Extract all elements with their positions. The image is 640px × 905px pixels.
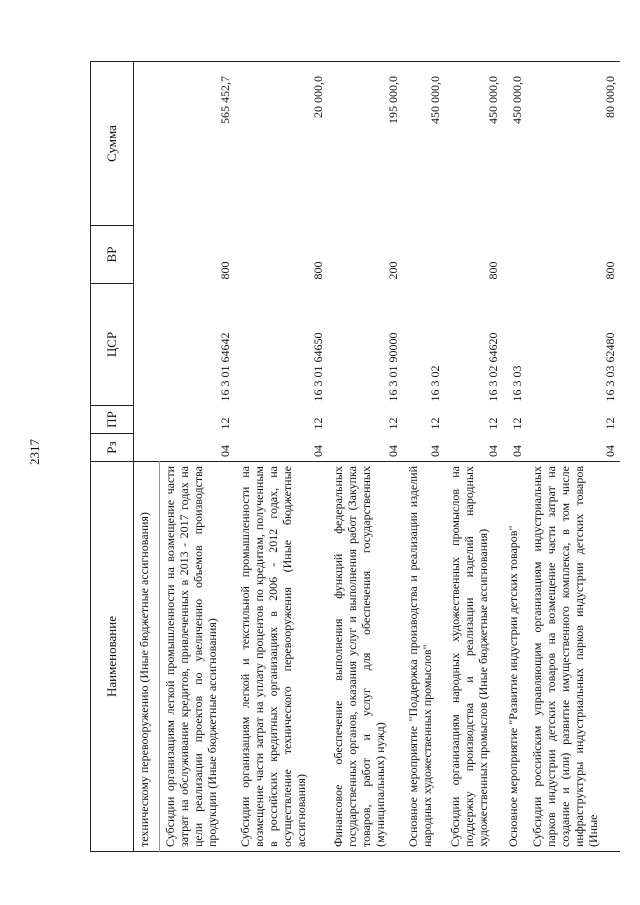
table-row: [527, 62, 620, 852]
budget-table: [90, 61, 620, 852]
row-vr: 200: [386, 261, 401, 280]
row-pr: 12: [386, 417, 401, 430]
row-csr: 16 3 03 62480: [603, 332, 617, 402]
table-row: [328, 62, 404, 852]
header-name: Наименование: [91, 462, 134, 852]
row-rz: 04: [218, 445, 233, 457]
row-name: Субсидии организациям легкой и текстильной промышленности на возмещение части затрат на уплату процентов по кредитам, полученным в российских кредитных организациях в 2006 - 2012 годах, на осуществление технического перевооружения (Иные бюджетные ассигнования): [235, 462, 328, 852]
header-vr: ВР: [91, 226, 134, 284]
row-vr: 800: [603, 261, 617, 280]
row-rz: [134, 434, 160, 462]
row-pr: [134, 406, 160, 434]
row-csr: 16 3 01 90000: [386, 332, 401, 402]
row-sum: 450 000,0: [503, 62, 527, 226]
row-pr: 12: [310, 417, 325, 430]
row-name: Субсидии организациям народных художественных промыслов на поддержку производства и реализации изделий народных художественных промыслов (Иные бюджетные ассигнования): [445, 462, 503, 852]
table-row: [134, 62, 160, 852]
row-name: Основное мероприятие "Развитие индустрии детских товаров": [503, 462, 527, 852]
row-csr: 16 3 01 64650: [310, 332, 325, 402]
row-sum: 450 000,0: [403, 62, 444, 226]
row-name: Основное мероприятие "Поддержка производства и реализации изделий народных художественных промыслов": [403, 462, 444, 852]
row-rz: 04: [486, 445, 501, 457]
row-name: Субсидии организациям легкой промышленности на возмещение части затрат на обслуживание кредитов, привлеченных в 2013 - 2017 годах на цели реализации проектов по увеличению объемов производства продукции (Иные бюджетные ассигнования): [159, 462, 235, 852]
budget-table-rotated: [90, 62, 620, 852]
row-sum: 195 000,0: [328, 62, 404, 226]
row-vr: 800: [486, 261, 501, 280]
row-csr: 16 3 03: [510, 365, 525, 402]
row-pr: 12: [510, 417, 525, 430]
row-rz: 04: [386, 445, 401, 457]
row-pr: 12: [218, 417, 233, 430]
row-pr: 12: [603, 417, 617, 430]
row-csr: [134, 284, 160, 406]
table-row: [445, 62, 503, 852]
row-name: Субсидии российским управляющим организациям индустриальных парков индустрии детских товаров на возмещение части затрат на создание и (или) развитие имущественного комплекса, в том числе инфраструктуры индустриальных парков индустрии детских товаров (Иные: [527, 462, 620, 852]
row-name: техническому перевооружению (Иные бюджетные ассигнования): [134, 462, 160, 852]
row-csr: 16 3 02 64620: [486, 332, 501, 402]
header-sum: Сумма: [91, 62, 134, 226]
row-vr: 800: [310, 261, 325, 280]
row-sum: 80 000,0: [527, 62, 620, 226]
table-header-row: [91, 62, 134, 852]
row-csr: 16 3 01 64642: [218, 332, 233, 402]
row-sum: 565 452,7: [159, 62, 235, 226]
row-vr: [503, 226, 527, 284]
row-vr: [403, 226, 444, 284]
row-rz: 04: [310, 445, 325, 457]
header-pr: ПР: [91, 406, 134, 434]
row-csr: 16 3 02: [427, 365, 442, 402]
table-row: [235, 62, 328, 852]
page-number: 2317: [27, 439, 42, 465]
row-sum: 450 000,0: [445, 62, 503, 226]
row-vr: [134, 226, 160, 284]
row-sum: 20 000,0: [235, 62, 328, 226]
row-rz: 04: [510, 445, 525, 457]
table-row: [159, 62, 235, 852]
header-rz: Рз: [91, 434, 134, 462]
table-row: [503, 62, 527, 852]
row-vr: 800: [218, 261, 233, 280]
row-rz: 04: [427, 445, 442, 457]
header-csr: ЦСР: [91, 284, 134, 406]
row-rz: 04: [603, 445, 617, 457]
row-name: Финансовое обеспечение выполнения функций федеральных государственных органов, оказания услуг и выполнения работ (Закупка товаров, работ и услуг для обеспечения государственных (муниципальных) нужд): [328, 462, 404, 852]
row-pr: 12: [427, 417, 442, 430]
row-pr: 12: [486, 417, 501, 430]
row-sum: [134, 62, 160, 226]
table-row: [403, 62, 444, 852]
